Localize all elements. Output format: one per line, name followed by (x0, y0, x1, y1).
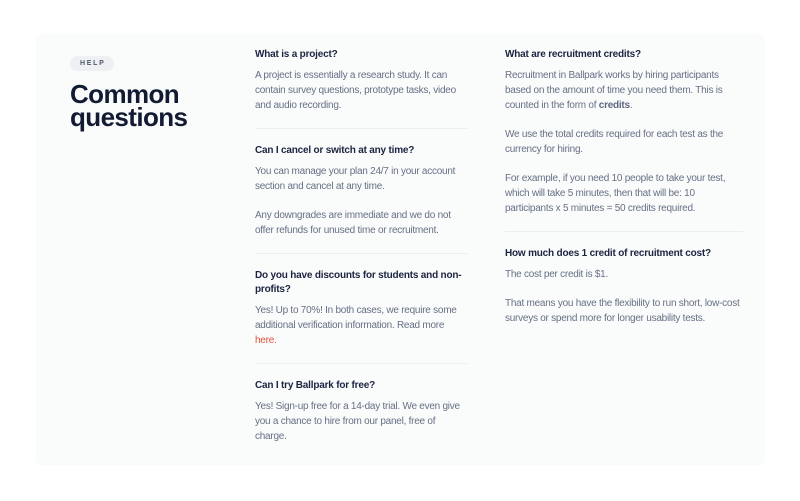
faq-question: What is a project? (255, 49, 338, 60)
faq-item (505, 34, 743, 231)
faq-item (255, 254, 467, 363)
faq-answer-paragraph: Yes! Up to 70%! In both cases, we require some additional verification information. Read more here. (255, 305, 457, 346)
faq-answer-paragraph: Recruitment in Ballpark works by hiring participants based on the amount of time you need them. This is counted in the form of credits. (505, 70, 723, 111)
faq-column-1 (255, 34, 467, 459)
faq-item (255, 34, 467, 128)
faq-answer-paragraph: For example, if you need 10 people to take your test, which will take 5 minutes, then that will be: 10 participants x 5 minutes = 50 credits required. (505, 173, 726, 214)
read-more-link[interactable]: here. (255, 335, 277, 346)
intro-column (70, 52, 245, 132)
faq-item (255, 129, 467, 253)
faq-item (255, 364, 467, 459)
faq-answer-paragraph: You can manage your plan 24/7 in your account section and cancel at any time. (255, 166, 456, 192)
faq-answer-paragraph: That means you have the flexibility to run short, low-cost surveys or spend more for longer usability tests. (505, 298, 740, 324)
faq-answer-paragraph: The cost per credit is $1. (505, 269, 608, 280)
faq-answer-paragraph: A project is essentially a research study. It can contain survey questions, prototype tasks, video and audio recording. (255, 70, 456, 111)
faq-question: Do you have discounts for students and non-profits? (255, 270, 462, 295)
faq-question: How much does 1 credit of recruitment cost? (505, 248, 711, 259)
faq-answer-paragraph: Yes! Sign-up free for a 14-day trial. We even give you a chance to hire from our panel, free of charge. (255, 401, 460, 442)
faq-question: Can I try Ballpark for free? (255, 380, 375, 391)
faq-question: What are recruitment credits? (505, 49, 641, 60)
page-title: Common questions (70, 79, 188, 132)
faq-card (36, 34, 765, 465)
faq-answer-paragraph: Any downgrades are immediate and we do not offer refunds for unused time or recruitment. (255, 210, 451, 236)
emphasis-text: credits (598, 100, 630, 111)
faq-question: Can I cancel or switch at any time? (255, 145, 415, 156)
faq-column-2 (505, 34, 743, 341)
faq-answer-paragraph: We use the total credits required for each test as the currency for hiring. (505, 129, 724, 155)
faq-item (505, 232, 743, 341)
help-badge: HELP (70, 56, 114, 71)
